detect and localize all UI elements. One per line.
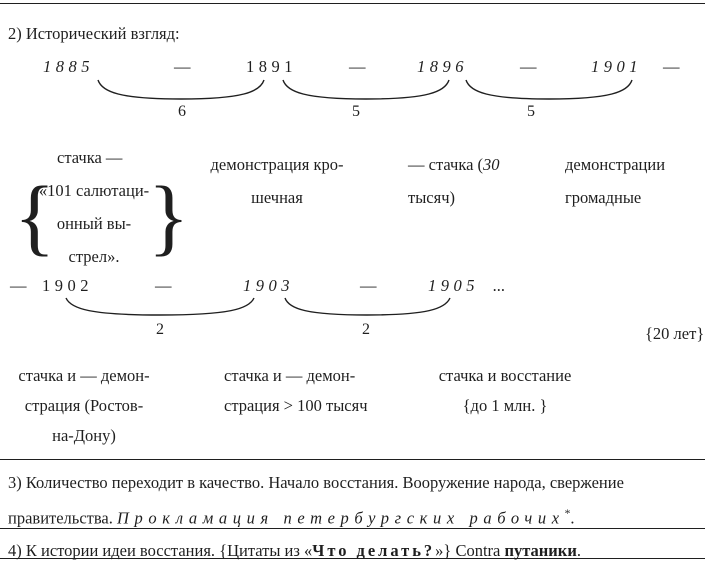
section4-end: . <box>576 541 581 560</box>
annotation-line: громадные <box>565 188 642 207</box>
year-1901: 1901 <box>591 57 642 76</box>
timeline-dash: — <box>174 57 191 76</box>
row2-col1 <box>8 361 160 451</box>
annotation-line: страция (Ростов- <box>24 396 144 415</box>
interval-brace <box>281 78 451 102</box>
section4-bold-word: путаники <box>504 541 577 560</box>
proclamation-title: Прокламация петербургских рабочих <box>117 508 565 527</box>
interval-brace <box>283 296 452 318</box>
annotation-line: демонстрация кро- <box>210 155 344 174</box>
braced-line: онный вы- <box>56 214 132 233</box>
braced-line: стрел». <box>68 247 120 266</box>
section3-line2 <box>8 499 705 534</box>
interval-label-5a: 5 <box>352 103 360 120</box>
annotation-line: демонстрации <box>565 155 666 174</box>
timeline-dash: — <box>10 276 27 295</box>
section4-start: 4) К истории идеи восстания. {Цитаты из « <box>8 541 313 560</box>
annotation-text: — стачка ( <box>408 155 484 174</box>
right-curly-brace: } <box>148 168 190 264</box>
year-1903: 1903 <box>243 276 294 295</box>
timeline-dash: — <box>663 57 680 76</box>
timeline-dash: — <box>520 57 537 76</box>
section3-line1: 3) Количество переходит в качество. Начало восстания. Вооружение народа, свержение <box>8 473 624 492</box>
row1-col4 <box>565 148 685 214</box>
year-1905: 1905 <box>428 276 479 295</box>
annotation-line: на-Дону) <box>52 426 116 445</box>
section4-mid: »} Contra <box>435 541 505 560</box>
interval-brace <box>96 78 266 102</box>
interval-label-5b: 5 <box>527 103 535 120</box>
section3-top-rule <box>0 459 705 460</box>
timeline-dash: — <box>360 276 377 295</box>
annotation-line: стачка и — демон- <box>224 366 356 385</box>
row1-col3 <box>408 148 528 214</box>
annotation-line: страция > 100 тысяч <box>224 396 368 415</box>
span-note-20-let: {20 лет} <box>645 324 705 343</box>
annotation-line <box>408 148 528 181</box>
section3-line2-end: . <box>570 508 575 527</box>
interval-brace <box>64 296 256 318</box>
annotation-line: тысяч) <box>408 188 456 207</box>
row2-col3 <box>430 361 580 421</box>
annotation-line: стачка и восстание <box>438 366 572 385</box>
timeline-dash: — <box>349 57 366 76</box>
braced-line: «101 салютаци- <box>38 181 150 200</box>
chto-delat-title: Что делать? <box>312 541 436 560</box>
section3-line2-start: правительства. <box>8 508 117 527</box>
interval-label-6: 6 <box>178 103 186 120</box>
section4-line <box>8 535 581 567</box>
row1-col1-braced-text <box>38 174 150 273</box>
interval-brace <box>464 78 634 102</box>
interval-label-2b: 2 <box>362 321 370 338</box>
annotation-line: шечная <box>251 188 303 207</box>
left-curly-brace: { <box>14 168 56 264</box>
section3-paragraph <box>8 467 705 534</box>
row1-col1-title: стачка — <box>57 148 123 167</box>
annotation-number: 30 <box>483 155 500 174</box>
interval-label-2a: 2 <box>156 321 164 338</box>
timeline-ellipsis: ... <box>493 276 506 295</box>
timeline-dash: — <box>155 276 172 295</box>
year-1896: 1896 <box>417 57 468 76</box>
footnote-asterisk: * <box>564 507 571 520</box>
year-1885: 1885 <box>43 57 94 76</box>
row2-col2 <box>224 361 404 421</box>
annotation-line: стачка и — демон- <box>18 366 150 385</box>
year-1902: 1902 <box>42 276 93 295</box>
row1-col2 <box>202 148 352 214</box>
year-1891: 1891 <box>246 57 297 76</box>
top-rule <box>0 3 705 4</box>
section2-heading: 2) Исторический взгляд: <box>8 24 180 43</box>
annotation-line: {до 1 млн. } <box>462 396 548 415</box>
